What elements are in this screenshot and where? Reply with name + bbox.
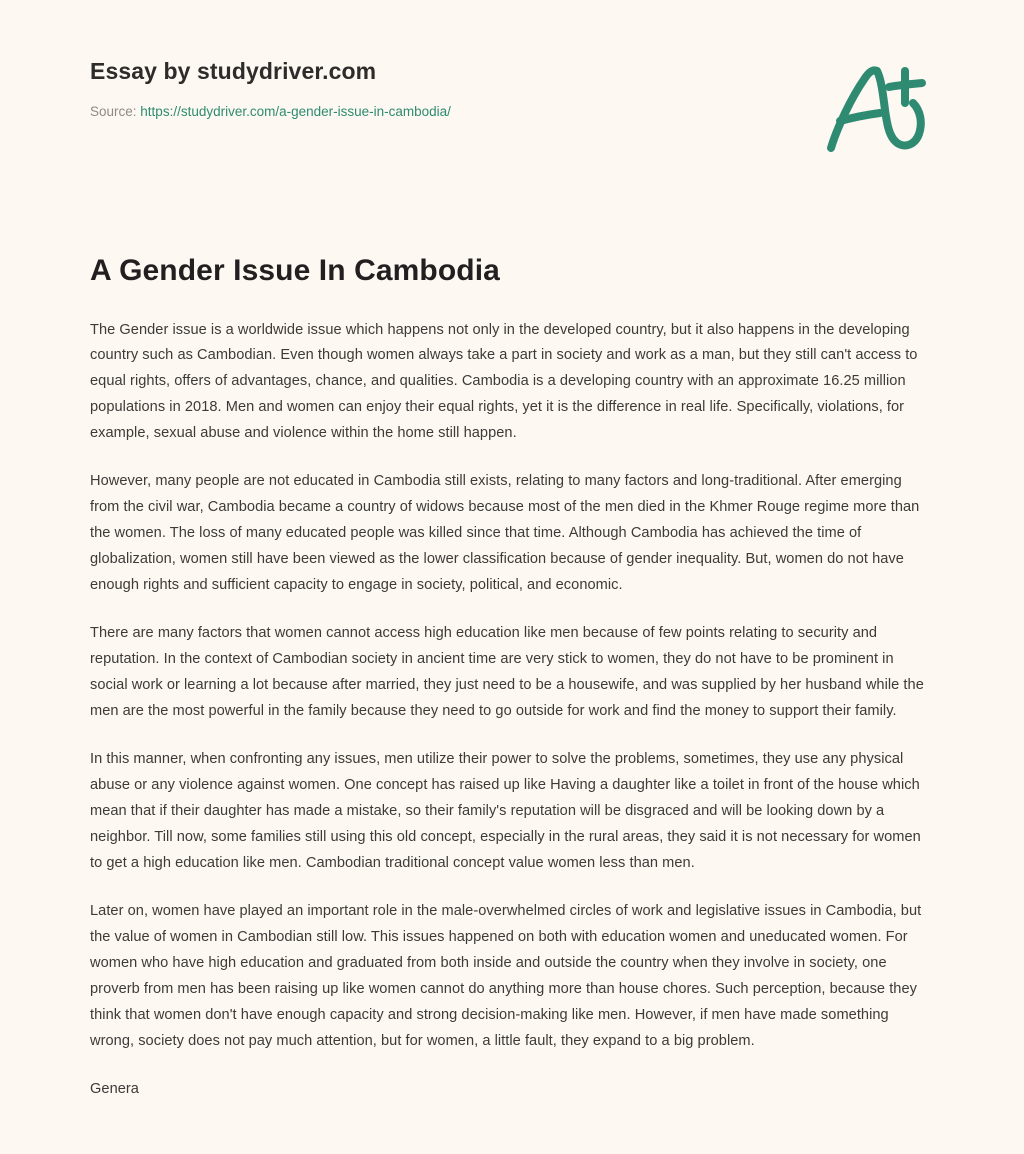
page-title: A Gender Issue In Cambodia bbox=[90, 254, 500, 287]
studydriver-a-plus-logo-icon bbox=[821, 62, 939, 154]
paragraph: The Gender issue is a worldwide issue which happens not only in the developed country, but it also happens in the developing country such as Cambodian. Even though women always take a part in society and work as a man, but they still can't access to equal rights, offers of advantages, chance, and qualities. Cambodia is a developing country with an approximate 16.25 million populations in 2018. Men and women can enjoy their equal rights, yet it is the difference in real life. Specifically, violations, for example, sexual abuse and violence within the home still happen. bbox=[90, 321, 918, 442]
paragraph: However, many people are not educated in Cambodia still exists, relating to many factors and long-traditional. After emerging from the civil war, Cambodia became a country of widows because most of the men died in the Khmer Rouge regime more than the women. The loss of many educated people was killed since that time. Although Cambodia has achieved the time of globalization, women still have been viewed as the lower classification because of gender inequality. But, women do not have enough rights and sufficient capacity to engage in society, political, and economic. bbox=[90, 473, 920, 594]
paragraph-truncated: Genera bbox=[90, 1080, 139, 1097]
paragraph: In this manner, when confronting any issues, men utilize their power to solve the problems, sometimes, they use any physical abuse or any violence against women. One concept has raised up like Having a daughter like a toilet in front of the house which mean that if their daughter has made a mistake, so their family's reputation will be disgraced and will be looking down by a neighbor. Till now, some families still using this old concept, especially in the rural areas, they said it is not necessary for women to get a high education like men. Cambodian traditional concept value women less than men. bbox=[90, 751, 921, 871]
essay-byline: Essay by studydriver.com bbox=[90, 58, 377, 84]
source-url-link[interactable]: https://studydriver.com/a-gender-issue-in-cambodia/ bbox=[140, 103, 451, 119]
paragraph: Later on, women have played an important role in the male-overwhelmed circles of work and legislative issues in Cambodia, but the value of women in Cambodian still low. This issues happened on both with education women and uneducated women. For women who have high education and graduated from both inside and outside the country when they involve in society, one proverb from men has been raising up like women cannot do anything more than house chores. Such perception, because they think that women don't have enough capacity and strong decision-making like men. However, if men have made something wrong, society does not pay much attention, but for women, a little fault, they expand to a big problem. bbox=[90, 902, 922, 1049]
source-line bbox=[90, 103, 934, 121]
source-label: Source: bbox=[90, 103, 137, 119]
paragraph: There are many factors that women cannot access high education like men because of few points relating to security and reputation. In the context of Cambodian society in ancient time are very stick to women, they do not have to be prominent in social work or learning a lot because after married, they just need to be a housewife, and was supplied by her husband while the men are the most powerful in the family because they need to go outside for work and find the money to support their family. bbox=[90, 625, 924, 720]
page-header bbox=[90, 0, 934, 148]
essay-body bbox=[90, 290, 934, 1103]
a-plus-logo-glyph bbox=[821, 62, 939, 154]
